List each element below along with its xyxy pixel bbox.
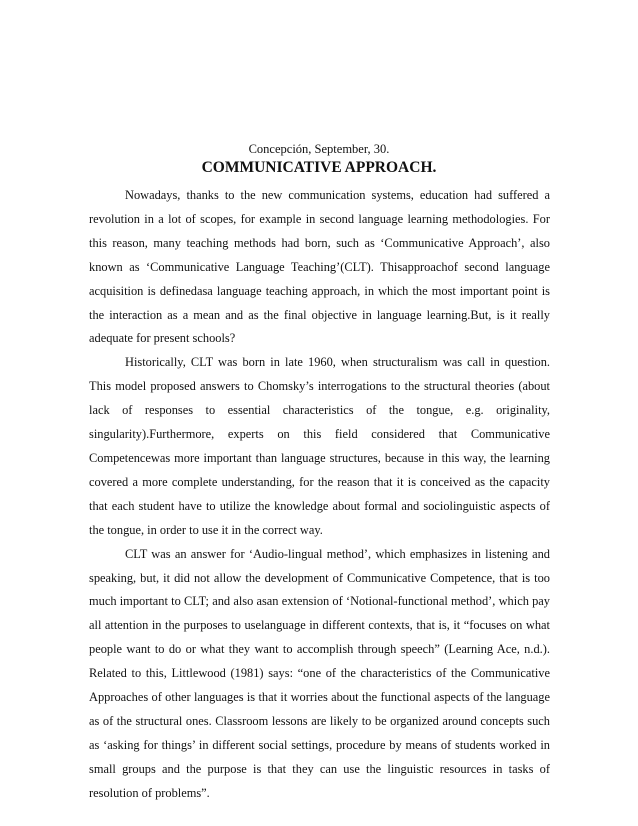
document-title: COMMUNICATIVE APPROACH.	[201, 159, 437, 176]
body-text	[89, 184, 550, 806]
paragraph-introduction: Nowadays, thanks to the new communication systems, education had suffered a revolution in a lot of scopes, for example in second language learning methodologies. For this reason, many teaching methods had born, such as ‘Communicative Approach’, also known as ‘Communicative Language Teaching’(CLT). Thisapproachof second language acquisition is definedasa language teaching approach, in which the most important point is the interaction as a mean and as the final objective in language learning.But, is it really adequate for present schools?	[89, 188, 550, 346]
dateline: Concepción, September, 30.	[248, 142, 390, 156]
paragraph-history: Historically, CLT was born in late 1960, when structuralism was call in question. This model proposed answers to Chomsky’s interrogations to the structural theories (about lack of responses to essential characteristics of the tongue, e.g. originality, singularity).Furthermore, experts on this field considered that Communicative Competencewas more important than language structures, because in this way, the learning covered a more complete understanding, for the reason that it is conceived as the capacity that each student have to utilize the knowledge about formal and sociolinguistic aspects of the tongue, in order to use it in the correct way.	[89, 355, 550, 537]
paragraph-methods: CLT was an answer for ‘Audio-lingual method’, which emphasizes in listening and speaking, but, it did not allow the development of Communicative Competence, that is too much important to CLT; and also asan extension of ‘Notional-functional method’, which pay all attention in the purposes to uselanguage in different contexts, that is, it “focuses on what people want to do or what they want to accomplish through speech” (Learning Ace, n.d.). Related to this, Littlewood (1981) says: “one of the characteristics of the Communicative Approaches of other languages is that it worries about the functional aspects of the language as of the structural ones. Classroom lessons are likely to be organized around concepts such as ‘asking for things’ in different social settings, procedure by means of students worked in small groups and the purpose is that they can use the linguistic resources in tasks of resolution of problems”.	[89, 546, 550, 800]
